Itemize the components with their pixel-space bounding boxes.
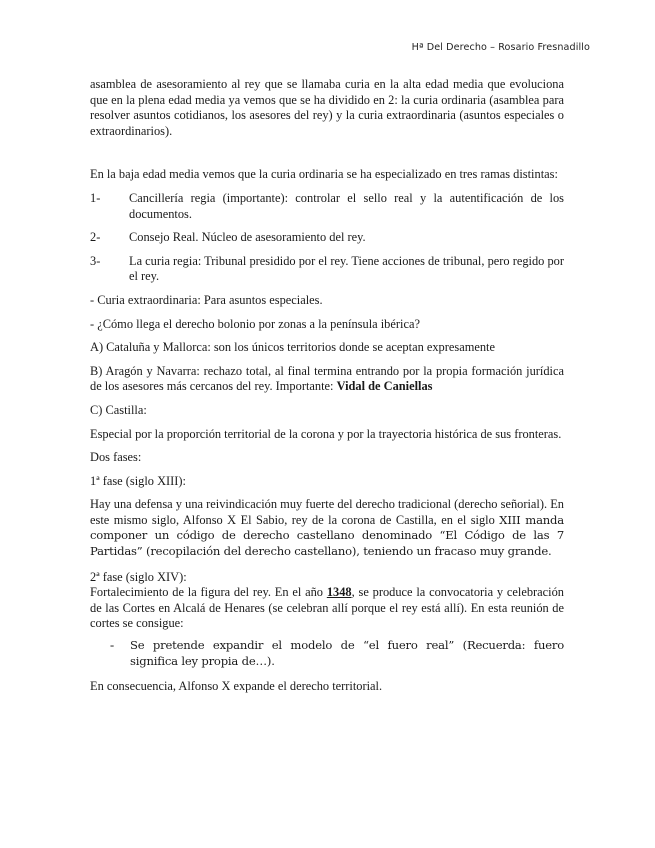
- paragraph-section-b: [90, 364, 564, 395]
- curia-branches-list: [90, 191, 564, 285]
- fase2-text-pre: Fortalecimiento de la figura del rey. En el año: [90, 585, 327, 600]
- paragraph-question: - ¿Cómo llega el derecho bolonio por zonas a la península ibérica?: [90, 316, 420, 331]
- paragraph-curia-extraordinaria: - Curia extraordinaria: Para asuntos especiales.: [90, 292, 323, 307]
- paragraph-curia-intro: asamblea de asesoramiento al rey que se llamaba curia en la alta edad media que evoluciona que en la plena edad media ya vemos que se ha dividido en 2: la curia ordinaria (asamblea para resolver asuntos cotidianos, los asesores del rey) y la curia extraordinaria (asuntos especiales o extraordinarios).: [90, 77, 564, 138]
- section-b-bold: Vidal de Caniellas: [336, 379, 433, 394]
- list-item: [90, 191, 564, 222]
- paragraph-conclusion: En consecuencia, Alfonso X expande el derecho territorial.: [90, 679, 383, 694]
- paragraph-fase1: [90, 497, 564, 559]
- section-b-text: B) Aragón y Navarra: rechazo total, al final termina entrando por la propia formación jurídica de los asesores más cercanos del rey. Importante:: [90, 363, 564, 394]
- list-item: [90, 230, 564, 246]
- fase2-year: 1348: [326, 585, 352, 600]
- document-body: [90, 77, 564, 695]
- list-text: Cancillería regia (importante): controlar el sello real y la autentificación de los documentos.: [129, 190, 564, 221]
- paragraph-dos-fases: Dos fases:: [90, 450, 142, 465]
- list-item: [90, 254, 564, 285]
- fase2-text-post: , se produce la convocatoria y celebración de las Cortes en Alcalá de Henares (se celebran allí porque el rey está allí). En esta reunión de cortes se consigue:: [90, 585, 564, 631]
- page-header: Hª Del Derecho – Rosario Fresnadillo: [411, 42, 590, 53]
- paragraph-fase2: [90, 585, 564, 632]
- paragraph-section-a: A) Cataluña y Mallorca: son los únicos territorios donde se aceptan expresamente: [90, 340, 495, 355]
- bullet-text: Se pretende expandir el modelo de “el fuero real” (Recuerda: fuero significa ley propia de…).: [130, 638, 564, 668]
- paragraph-castilla-desc: Especial por la proporción territorial de la corona y por la trayectoria histórica de sus fronteras.: [90, 426, 562, 441]
- bullet-mark: -: [110, 638, 115, 653]
- bullet-item: [110, 638, 564, 669]
- list-text: Consejo Real. Núcleo de asesoramiento del rey.: [129, 230, 366, 245]
- fase1-text-a: Hay una defensa y una reivindicación muy fuerte del derecho tradicional (derecho señorial). En este mismo siglo, Alfonso X El Sabio, rey de la corona de Castilla, en el siglo: [90, 497, 564, 527]
- fase1-text-b: XIII manda componer un código de derecho castellano denominado “El Código de las 7 Partidas” (recopilación del derecho castellano), teniendo un fracaso muy grande.: [90, 512, 564, 559]
- list-text: La curia regia: Tribunal presidido por el rey. Tiene acciones de tribunal, pero regido por el rey.: [129, 253, 564, 284]
- list-number: 1-: [90, 190, 101, 205]
- list-number: 2-: [90, 230, 101, 245]
- paragraph-section-c: C) Castilla:: [90, 402, 147, 417]
- paragraph-baja-edad-media: En la baja edad media vemos que la curia ordinaria se ha especializado en tres ramas distintas:: [90, 167, 558, 182]
- fase2-title: 2ª fase (siglo XIV):: [90, 569, 187, 584]
- fase1-title: 1ª fase (siglo XIII):: [90, 473, 186, 488]
- list-number: 3-: [90, 253, 101, 268]
